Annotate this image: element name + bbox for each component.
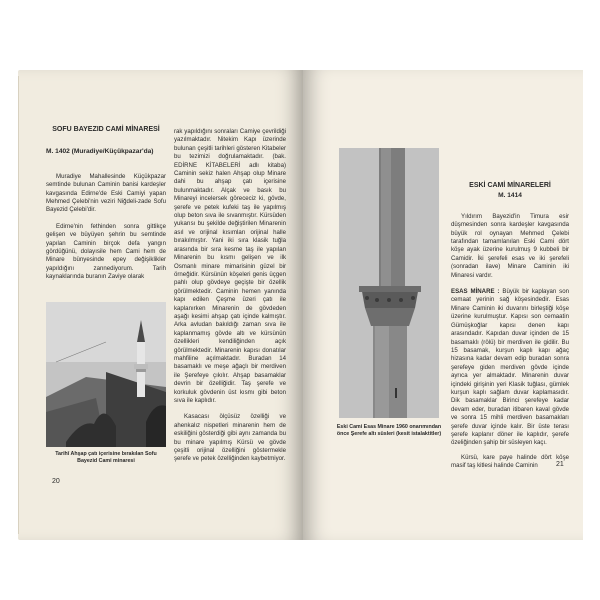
esas-minare-heading: ESAS MİNARE : — [451, 288, 500, 296]
left-column-2 — [174, 128, 286, 464]
left-paragraph-1: Muradiye Mahallesinde Küçükpazar semtinde bulunan Caminin banisi kardeşler kavgasında Edirne'de Eski Camiyi yapan Mehmed Çelebi'nin veziri Niğdeli-zade Sofu Bayezid Çelebi'dir. — [46, 172, 166, 214]
page-edge — [18, 76, 19, 534]
left-page-title: SOFU BAYEZID CAMİ MİNARESİ — [52, 126, 160, 133]
right-paragraph-3: Kürsü, kare paye halinde dört köşe masif taş kitlesi halinde Caminin — [451, 453, 569, 470]
right-photo-caption: Eski Cami Esas Minare 1960 onarımından önce Şerefe altı süsleri (kesit istalaktitler) — [336, 424, 442, 437]
left-photo-caption: Tarihî Ahşap çatı içerisine bırakılan Sofu Bayezid Cami minaresi — [55, 451, 157, 464]
right-page-subtitle: M. 1414 — [498, 192, 522, 200]
right-page-number: 21 — [556, 461, 564, 468]
left-page-number: 20 — [52, 478, 60, 485]
right-column — [451, 182, 569, 471]
right-paragraph-1: Yıldırım Bayezid'in Timura esir düşmesinden sonra kardeşler kavgasında büyük rol oynayan Mehmed Çelebi tarafından tamamlanılan Eski Cami dört köşe ayak üzerine kurulmuş 9 kubbeli bir Camidir. İki şerefeli esas ve iki şerefeli (sonradan ilave) Minare Caminin iki Minaresi vardır. — [451, 212, 569, 279]
right-paragraph-2: Büyük bir kaplayan son cemaat yerinin sağ köşesindedir. Esas Minare Caminin iki duvarını birleştiği köşe üzerine kurulmuştur. Kapısı son cemaatin Gümüşkoğlar kapısı denen kapı arasındadır. Kapıdan duvar içinden de 15 basamaklı (rölü) bir merdiven ile gidilir. Bu 15 basamak, kurşun kaplı kapı ağaç hizasına kadar devam edip buradan sonra şerefeye giden merdiven gövde içinde ayrıca yer almaktadır. Minarenin duvar içindeki girişinin yeri Klasik tuğlası, gümlek kurşun kaplı sağlam duvar kaplamasıdır. Dik basamaklar Birinci şerefeye kadar devam eder, buradan itibaren kaval gövde ve sonra 15 mihli merdiven basamakları şerefe duvar içinde kalır. Bir üste terası şerefe kaplanır döner ile kaplıdır, şerefe özeliğinden şahip bir süsleyen kaçı. — [451, 288, 569, 447]
left-page-subtitle: M. 1402 (Muradiye/Küçükpazar'da) — [46, 148, 154, 156]
minaret-image-left — [46, 302, 166, 447]
left-paragraph-4: Kasacası ölçüsüz özelliği ve ahenkalız nispetleri minarenin hem de eskiliğini gösterdiği gibi aynı zamanda bu bu minare yapılmış Kürsü ve gövde çeşitli orijinal özelliğini göstermekle şerefe ve petek özelliğinden kaybetmiyor. — [174, 413, 286, 463]
right-page-title: ESKİ CAMİ MİNARELERİ — [469, 182, 551, 189]
open-book — [18, 70, 583, 540]
left-paragraph-2: Edirne'nin fethinden sonra gittikçe gelişen ve büyüyen şehrin bu semtinde yapılan Caminin birçok defa yangın gördüğünü, dolayısile hem Cami hem de Minare bünyesinde epey değişiklikler yapıldığını zannediyorum. Tarih kaynaklarında buranın Zaviye olarak — [46, 222, 166, 281]
minaret-photo-right — [339, 148, 439, 418]
left-page — [18, 70, 303, 540]
minaret-image-right — [339, 148, 439, 418]
background — [0, 0, 600, 70]
minaret-photo-left — [46, 302, 166, 447]
left-column-1 — [46, 126, 166, 282]
right-page — [303, 70, 583, 540]
left-paragraph-3: rak yapıldığını sonraları Camiye çevrildiği yazılmaktadır. Nitekim Kapı üzerinde bulunan çeşitli tarihleri gösteren Kitabeler bu tezimizi doğrulamaktadır. (bak. EDİRNE KİTABELERİ adlı kitaba) Caminin sekiz halen Ahşap olup Minare dahi bu ahşap çatı içerisine bulunmaktadır. Alçak ve basık bu Minareyi incelersek görececiz ki, gövde, şerefe ve petek kufeki taş ile yapılmış olup beton sıva ile sıvanmıştır. Kürsüden yukarısı bu şekilde değiştirilen Minarenin asıl ve orijinal kısımları orijinal halle bırakılmıştır. Yani iki sıra klasik tuğla arasında bir sıra kesme taş ile yapılan Minarenin bu kısmı gelişen ve ilk Osmanlı minare mimarisinin güzel bir örneğidir. Kürsünün köşeleri genis üçgen pahlı olup gövdeye geçişte bir özellik görülmektedir. Caminin hemen yanında kapı edilen Çeşme üzeri çatı ile kaplanırken Minarenin de gövdeden aşağı kesimi ahşap çatı içinde kalmıştır. Arka avludan bakıldığı zaman sıva ile kaplanmamış gövde altı ve kürsünün özellikleri kendiliğinden açık görülmektedir. Minarenin kapısı donatılar mahfiline açılmaktadır. Buradan 14 basamaklı ve meşe ağaçlı bir merdiven ile Şerefeye çıkılır. Ahşap basamaklar devrin bir özelliğidir. Taş şerefe ve korkuluk gövdenin üst kısmı gibi beton sıva ile kaplıdır. — [174, 128, 286, 404]
